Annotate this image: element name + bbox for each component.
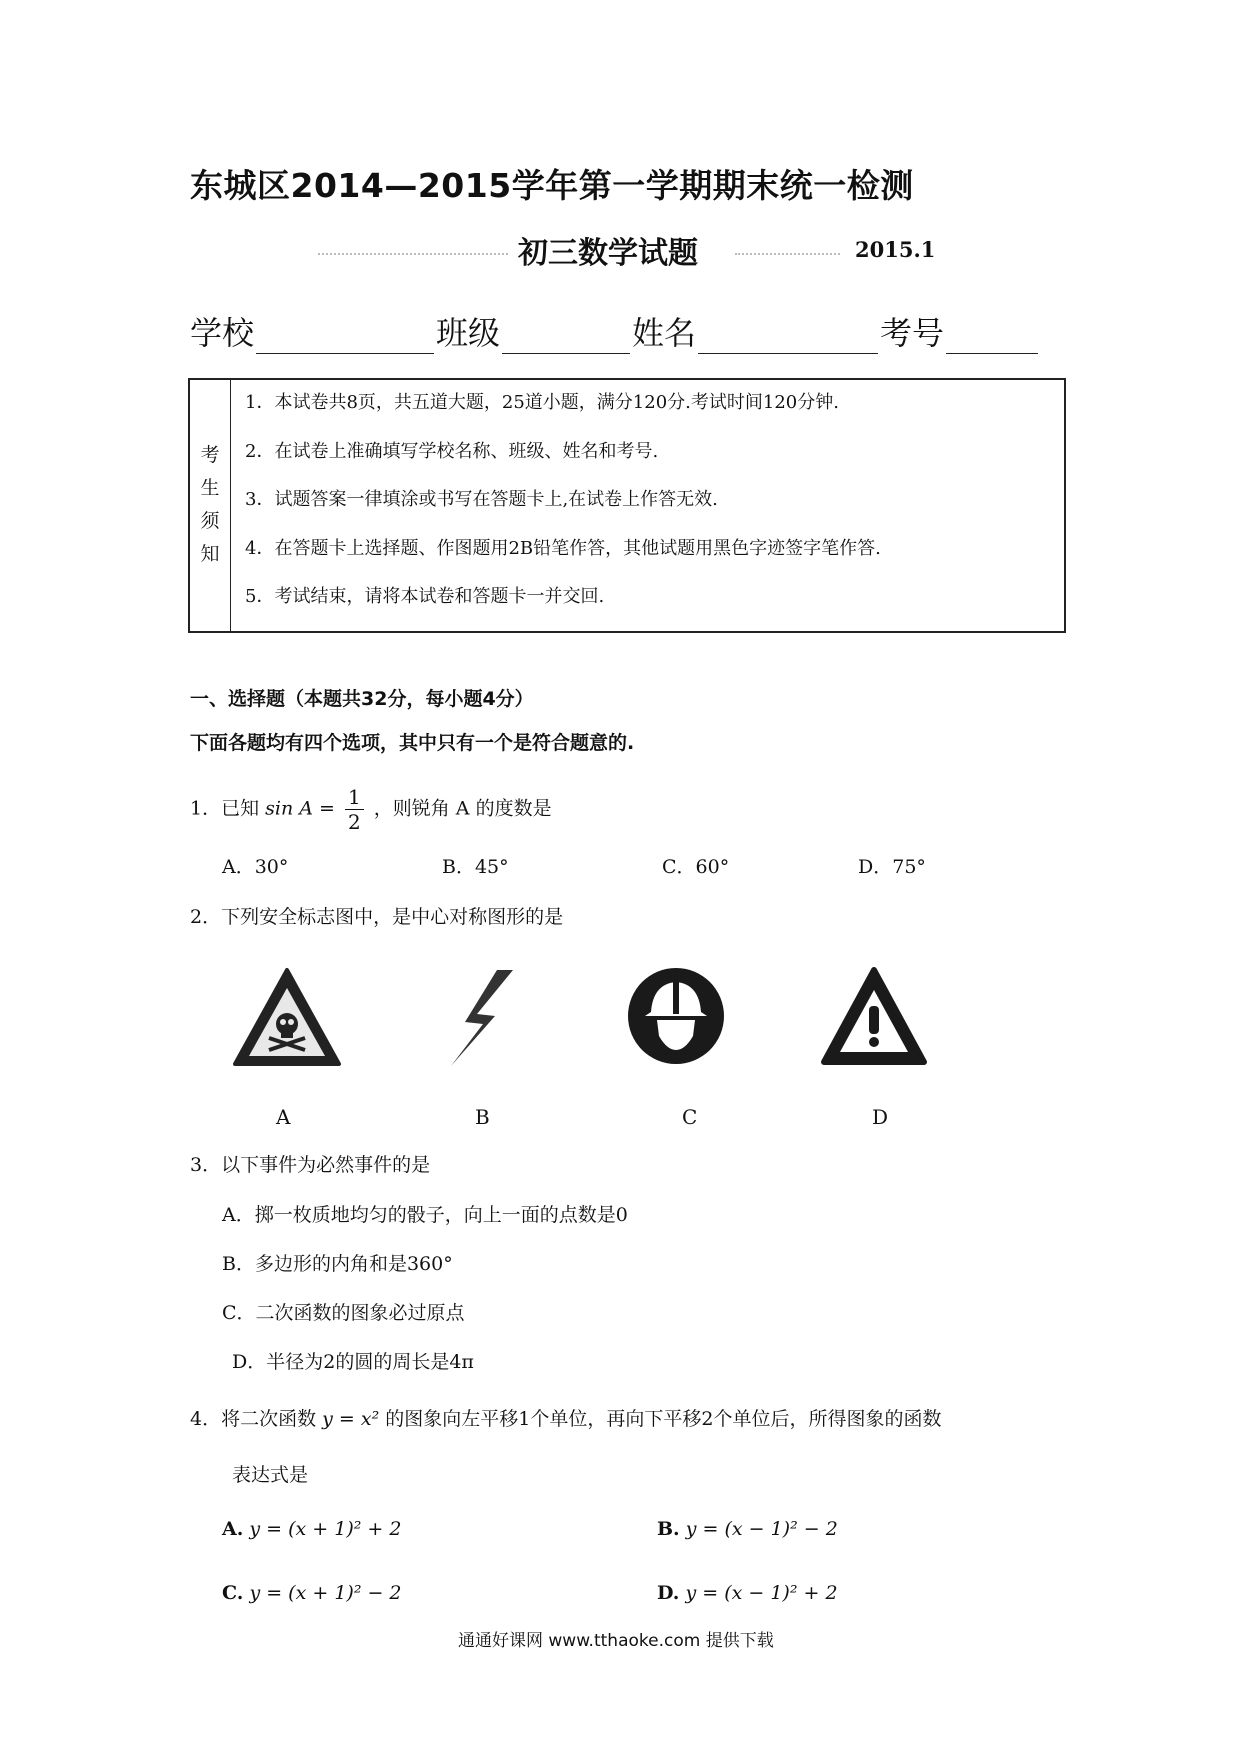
instruction-item: 4．在答题卡上选择题、作图题用2B铅笔作答，其他试题用黑色字迹签字笔作答. bbox=[245, 537, 881, 559]
exam-date: 2015.1 bbox=[855, 237, 936, 262]
name-blank[interactable] bbox=[698, 323, 878, 354]
q4-option-c bbox=[222, 1582, 402, 1604]
heading-char: 考 bbox=[200, 444, 220, 467]
option-label: C. bbox=[222, 1582, 244, 1604]
section-description: 下面各题均有四个选项，其中只有一个是符合题意的. bbox=[190, 732, 635, 754]
option-expression: y = (x + 1)² + 2 bbox=[249, 1518, 402, 1540]
fraction-denominator: 2 bbox=[347, 810, 361, 834]
question-4-line2: 表达式是 bbox=[232, 1464, 309, 1486]
sign-label-d: D bbox=[872, 1105, 889, 1129]
question-4-line1 bbox=[190, 1404, 941, 1431]
field-label-class: 班级 bbox=[436, 314, 501, 352]
q4-text-b: 的图象向左平移1个单位，再向下平移2个单位后，所得图象的函数 bbox=[385, 1408, 942, 1430]
exam-subtitle: 初三数学试题 bbox=[518, 236, 698, 271]
option-expression: y = (x − 1)² + 2 bbox=[685, 1582, 838, 1604]
heading-char: 知 bbox=[200, 543, 220, 566]
instructions-list bbox=[231, 379, 1066, 632]
question-1 bbox=[190, 785, 552, 834]
q3-option-d: D．半径为2的圆的周长是4π bbox=[232, 1351, 474, 1373]
q4-function-expression: y = x² bbox=[322, 1408, 380, 1430]
footer-source: 通通好课网 www.tthaoke.com 提供下载 bbox=[458, 1631, 774, 1651]
q4-option-b bbox=[657, 1518, 838, 1540]
q3-option-b: B．多边形的内角和是360° bbox=[222, 1253, 453, 1275]
instructions-table bbox=[188, 378, 1066, 633]
field-label-exam-number: 考号 bbox=[880, 314, 945, 352]
question-3: 3．以下事件为必然事件的是 bbox=[190, 1154, 431, 1176]
poison-warning-sign-icon bbox=[231, 966, 343, 1070]
q1-option-d: D．75° bbox=[858, 856, 926, 878]
instruction-item: 3．试题答案一律填涂或书写在答题卡上,在试卷上作答无效. bbox=[245, 489, 718, 510]
q1-option-c: C．60° bbox=[662, 856, 730, 878]
heading-char: 须 bbox=[200, 510, 220, 533]
school-blank[interactable] bbox=[256, 323, 434, 354]
option-expression: y = (x − 1)² − 2 bbox=[685, 1518, 838, 1540]
dotted-leader-right bbox=[735, 253, 840, 255]
q3-option-c: C．二次函数的图象必过原点 bbox=[222, 1302, 465, 1324]
heading-char: 生 bbox=[200, 477, 220, 500]
sign-label-a: A bbox=[276, 1105, 291, 1129]
q4-text-a: 4．将二次函数 bbox=[190, 1408, 317, 1430]
section-heading: 一、选择题（本题共32分，每小题4分） bbox=[190, 688, 534, 710]
fraction-one-half bbox=[345, 785, 364, 834]
option-label: D. bbox=[657, 1582, 680, 1604]
sign-label-c: C bbox=[682, 1105, 698, 1129]
q1-option-a: A．30° bbox=[222, 856, 289, 878]
student-info-row bbox=[190, 308, 1040, 354]
exam-title: 东城区2014—2015学年第一学期期末统一检测 bbox=[190, 166, 914, 205]
option-expression: y = (x + 1)² − 2 bbox=[249, 1582, 402, 1604]
dotted-leader-left bbox=[318, 253, 508, 255]
q1-sin-expression: sin A = bbox=[265, 797, 335, 820]
instructions-heading bbox=[189, 379, 231, 632]
option-label: B. bbox=[657, 1518, 680, 1540]
instruction-item: 1．本试卷共8页，共五道大题，25道小题，满分120分.考试时间120分钟. bbox=[245, 392, 839, 413]
sign-label-b: B bbox=[475, 1105, 490, 1129]
lightning-bolt-icon bbox=[447, 968, 521, 1068]
question-2: 2．下列安全标志图中，是中心对称图形的是 bbox=[190, 906, 564, 928]
q3-option-a: A．掷一枚质地均匀的骰子，向上一面的点数是0 bbox=[222, 1204, 628, 1226]
exam-number-blank[interactable] bbox=[946, 323, 1038, 354]
exclamation-warning-sign-icon bbox=[820, 966, 928, 1068]
q4-option-a bbox=[222, 1518, 401, 1540]
fraction-numerator: 1 bbox=[345, 785, 364, 810]
q1-prefix: 1．已知 bbox=[190, 797, 260, 820]
instruction-item: 5．考试结束，请将本试卷和答题卡一并交回. bbox=[245, 586, 605, 607]
q1-option-b: B．45° bbox=[442, 856, 509, 878]
q4-option-d bbox=[657, 1582, 838, 1604]
q1-suffix: ，则锐角 A 的度数是 bbox=[373, 797, 552, 820]
class-blank[interactable] bbox=[502, 323, 630, 354]
instruction-item: 2．在试卷上准确填写学校名称、班级、姓名和考号. bbox=[245, 440, 659, 462]
safety-helmet-sign-icon bbox=[627, 966, 725, 1066]
field-label-school: 学校 bbox=[190, 314, 255, 352]
field-label-name: 姓名 bbox=[632, 314, 697, 352]
option-label: A. bbox=[222, 1518, 244, 1540]
